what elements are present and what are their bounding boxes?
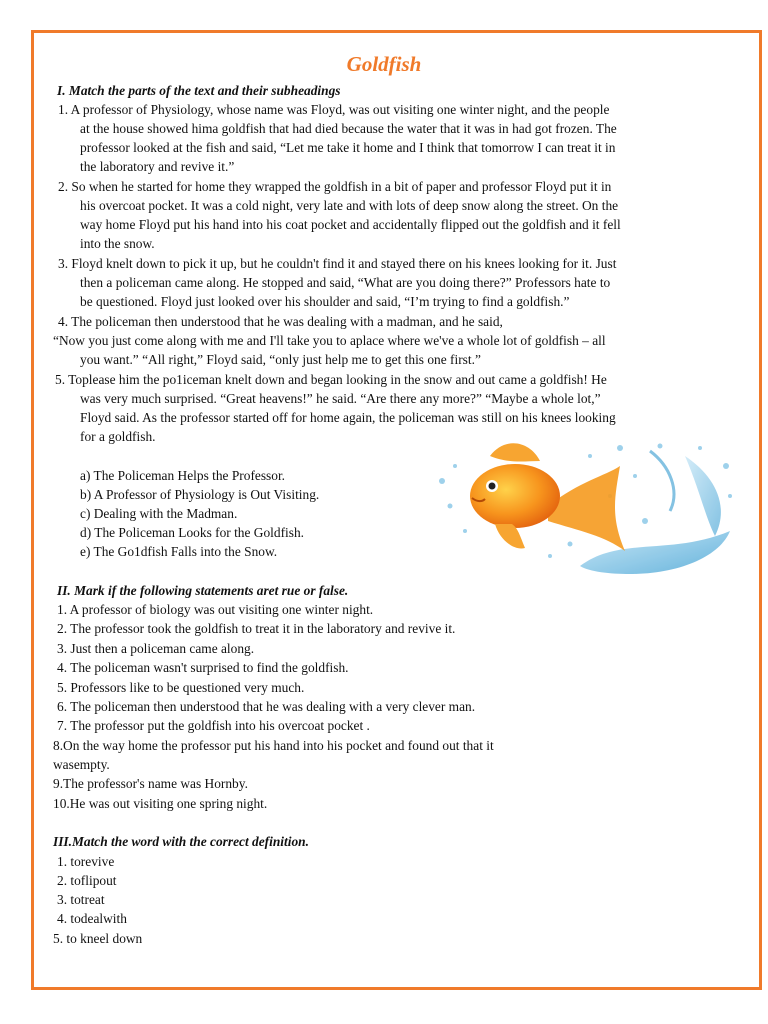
paragraph-4-line-2: “Now you just come along with me and I'll take you to aplace where we've a whole lot of goldfish – all xyxy=(53,333,606,348)
option-e: e) The Go1dfish Falls into the Snow. xyxy=(80,544,278,559)
paragraph-1-line-2: at the house showed hima goldfish that had died because the water that it was in had got frozen. The xyxy=(80,121,617,136)
statement-1: 1. A professor of biology was out visiting one winter night. xyxy=(57,602,374,617)
paragraph-5-line-1: 5. Toplease him the po1iceman knelt down and began looking in the snow and out came a goldfish! He xyxy=(55,372,607,387)
statement-7: 7. The professor put the goldfish into his overcoat pocket . xyxy=(57,718,370,733)
paragraph-1-line-3: professor looked at the fish and said, “Let me take it home and I think that tomorrow I can treat it in xyxy=(80,140,616,155)
page-title: Goldfish xyxy=(346,52,422,76)
paragraph-5-line-4: for a goldfish. xyxy=(80,429,156,444)
statement-2: 2. The professor took the goldfish to treat it in the laboratory and revive it. xyxy=(57,621,456,636)
paragraph-1-line-1: 1. A professor of Physiology, whose name was Floyd, was out visiting one winter night, and the people xyxy=(58,102,610,117)
section1-heading: I. Match the parts of the text and their subheadings xyxy=(57,83,341,98)
statement-10: 10.He was out visiting one spring night. xyxy=(53,796,268,811)
paragraph-4-line-1: 4. The policeman then understood that he was dealing with a madman, and he said, xyxy=(58,314,503,329)
paragraph-3-line-2: then a policeman came along. He stopped and said, “What are you doing there?” Professors hate to xyxy=(80,275,611,290)
paragraph-3-line-3: be questioned. Floyd just looked over his shoulder and said, “I’m trying to find a goldfish.” xyxy=(80,294,570,309)
paragraph-2-line-4: into the snow. xyxy=(80,236,155,251)
goldfish xyxy=(470,443,625,551)
paragraph-3-line-1: 3. Floyd knelt down to pick it up, but he couldn't find it and stayed there on his knees looking for it. Just xyxy=(58,256,617,271)
section2-heading: II. Mark if the following statements aret rue or false. xyxy=(57,583,349,598)
paragraph-2-line-2: his overcoat pocket. It was a cold night, very late and with lots of deep snow along the street. On the xyxy=(80,198,619,213)
option-b: b) A Professor of Physiology is Out Visiting. xyxy=(80,487,320,502)
paragraph-2-line-3: way home Floyd put his hand into his coat pocket and accidentally flipped out the goldfish and it fell xyxy=(80,217,621,232)
option-c: c) Dealing with the Madman. xyxy=(80,506,238,521)
section3-heading: III.Match the word with the correct definition. xyxy=(53,834,309,849)
statement-3: 3. Just then a policeman came along. xyxy=(57,641,255,656)
word-4: 4. todealwith xyxy=(57,911,127,926)
word-3: 3. totreat xyxy=(57,892,105,907)
option-a: a) The Policeman Helps the Professor. xyxy=(80,468,286,483)
paragraph-5-line-2: was very much surprised. “Great heavens!” he said. “Are there any more?” “Maybe a whole lot,” xyxy=(80,391,601,406)
option-d: d) The Policeman Looks for the Goldfish. xyxy=(80,525,305,540)
statement-5: 5. Professors like to be questioned very much. xyxy=(57,680,305,695)
goldfish-splash-illustration xyxy=(430,436,740,576)
statement-4: 4. The policeman wasn't surprised to find the goldfish. xyxy=(57,660,349,675)
paragraph-1-line-4: the laboratory and revive it.” xyxy=(80,159,235,174)
paragraph-5-line-3: Floyd said. As the professor started off for home again, the policeman was still on his knees looking xyxy=(80,410,616,425)
paragraph-4-line-3: you want.” “All right,” Floyd said, “only just help me to get this one first.” xyxy=(80,352,481,367)
word-1: 1. torevive xyxy=(57,854,115,869)
statement-8-line-2: wasempty. xyxy=(53,757,110,772)
word-2: 2. toflipout xyxy=(57,873,117,888)
statement-9: 9.The professor's name was Hornby. xyxy=(53,776,248,791)
word-5: 5. to kneel down xyxy=(53,931,143,946)
paragraph-2-line-1: 2. So when he started for home they wrapped the goldfish in a bit of paper and professor Floyd put it in xyxy=(58,179,612,194)
statement-6: 6. The policeman then understood that he was dealing with a very clever man. xyxy=(57,699,476,714)
statement-8-line-1: 8.On the way home the professor put his hand into his pocket and found out that it xyxy=(53,738,494,753)
